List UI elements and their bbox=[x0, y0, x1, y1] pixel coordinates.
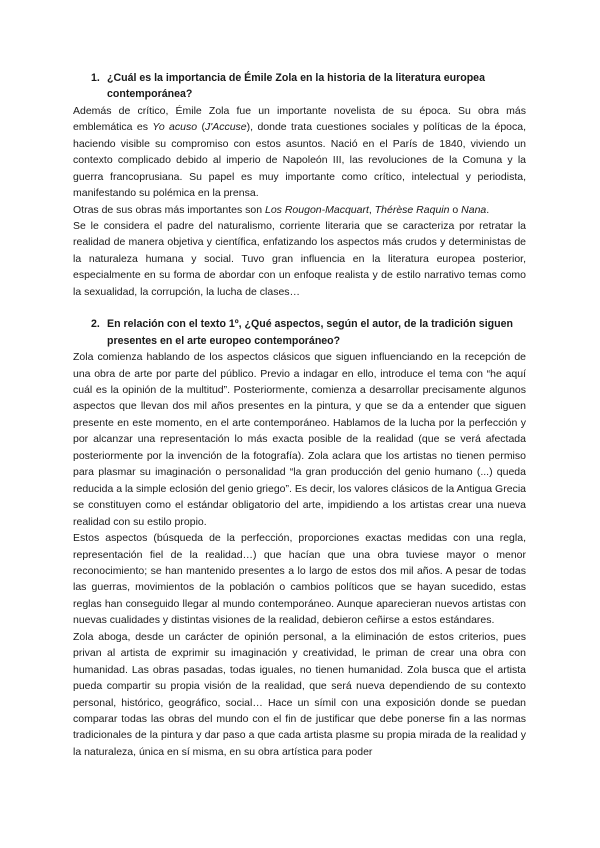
work-title: J'Accuse bbox=[204, 121, 247, 134]
question-title: ¿Cuál es la importancia de Émile Zola en la historia de la literatura europea contemporánea? bbox=[107, 72, 485, 101]
paragraph-text: , bbox=[368, 203, 375, 216]
paragraph-text: Además de crítico, Émile Zola fue un importante novelista de su época. Su obra más emblemática es bbox=[73, 104, 526, 134]
paragraph bbox=[73, 202, 526, 218]
work-title: Nana bbox=[461, 203, 487, 216]
work-title: Thérèse Raquin bbox=[374, 203, 450, 216]
work-title: Los Rougon-Macquart bbox=[265, 203, 369, 216]
question-number: 2. bbox=[91, 318, 100, 331]
paragraph: Zola aboga, desde un carácter de opinión personal, a la eliminación de estos criterios, pues privan al artista de exprimir su imaginación y creatividad, le priman de crear una obra con humanidad. Las obras pasadas, todas iguales, no tienen humanidad. Zola busca que el artista pueda compartir su propia visión de la realidad, que será nueva dependiendo de su contexto personal, histórico, geográfico, social… Hace un símil con una exposición donde se puedan comparar todas las obras del mundo con el fin de justificar que debe ponerse fin a las normas tradicionales de la pintura y dar paso a que cada artista plasme su propia mirada de la realidad y la naturaleza, única en sí misma, en su obra artística para poder bbox=[73, 630, 526, 758]
paragraph bbox=[73, 103, 526, 202]
paragraph: Estos aspectos (búsqueda de la perfección, proporciones exactas medidas con una regla, representación fiel de la realidad…) que hacían que una obra tuviese mayor o menor reconocimiento; se han mantenido presentes a lo largo de estos dos mil años. A pesar de todas las guerras, movimientos de la población o cambios políticos que se hayan sucedido, estas reglas han conseguido llegar al mundo contemporáneo. Aunque aparecieran nuevos artistas con nuevas cualidades y distintas visiones de la realidad, debieron ceñirse a estos estándares. bbox=[73, 532, 526, 627]
paragraph-text: . bbox=[486, 203, 490, 216]
paragraph-text: Otras de sus obras más importantes son bbox=[73, 203, 265, 216]
document-body bbox=[73, 70, 526, 760]
paragraph: Se le considera el padre del naturalismo, corriente literaria que se caracteriza por retratar la realidad de manera objetiva y científica, enfatizando los aspectos más crudos y deterministas de la naturaleza humana y social. Tuvo gran influencia en la literatura europea posterior, especialmente en su forma de abordar con un enfoque realista y de estilo narrativo temas como la sexualidad, la corrupción, la lucha de clases… bbox=[73, 219, 526, 298]
paragraph: Zola comienza hablando de los aspectos clásicos que siguen influenciando en la recepción de una obra de arte por parte del público. Previo a indagar en ello, introduce el tema con “he aquí cuál es la opinión de la multitud”. Posteriormente, comienza a desarrollar precisamente algunos aspectos que llevan dos mil años presentes en la pintura, y que se da a entender que siguen presente en este momento, en el arte contemporáneo. Hablamos de la lucha por la perfección y por alcanzar una representación lo más exacta posible de la realidad (que se verá afectada posteriormente por la invención de la fotografía). Zola aclara que los artistas no tienen permiso para plasmar su imaginación o personalidad “la gran producción del genio humano (...) queda reducida a la simple eclosión del genio griego”. Es decir, los valores clásicos de la Antigua Grecia se constituyen como el estándar obligatorio del arte, impidiendo a los artistas crear una nueva realidad con su estilo propio. bbox=[73, 351, 526, 528]
work-title: Yo acuso bbox=[152, 121, 198, 134]
paragraph-text: o bbox=[449, 203, 462, 216]
question-1-heading bbox=[91, 70, 526, 103]
question-title: En relación con el texto 1º, ¿Qué aspectos, según el autor, de la tradición siguen presentes en el arte europeo contemporáneo? bbox=[107, 318, 513, 347]
paragraph-text: ( bbox=[197, 121, 205, 134]
paragraph-text: ), donde trata cuestiones sociales y políticas de la época, haciendo visible su compromiso con estos asuntos. Nació en el París de 1840, viviendo un contexto complicado debido al imperio de Napoleón III, las revoluciones de la Comuna y la guerra francoprusiana. Su papel es muy importante como crítico, intelectual y periodista, manifestando su polémica en la prensa. bbox=[73, 121, 527, 200]
question-2-heading bbox=[91, 316, 526, 349]
question-number: 1. bbox=[91, 72, 100, 84]
